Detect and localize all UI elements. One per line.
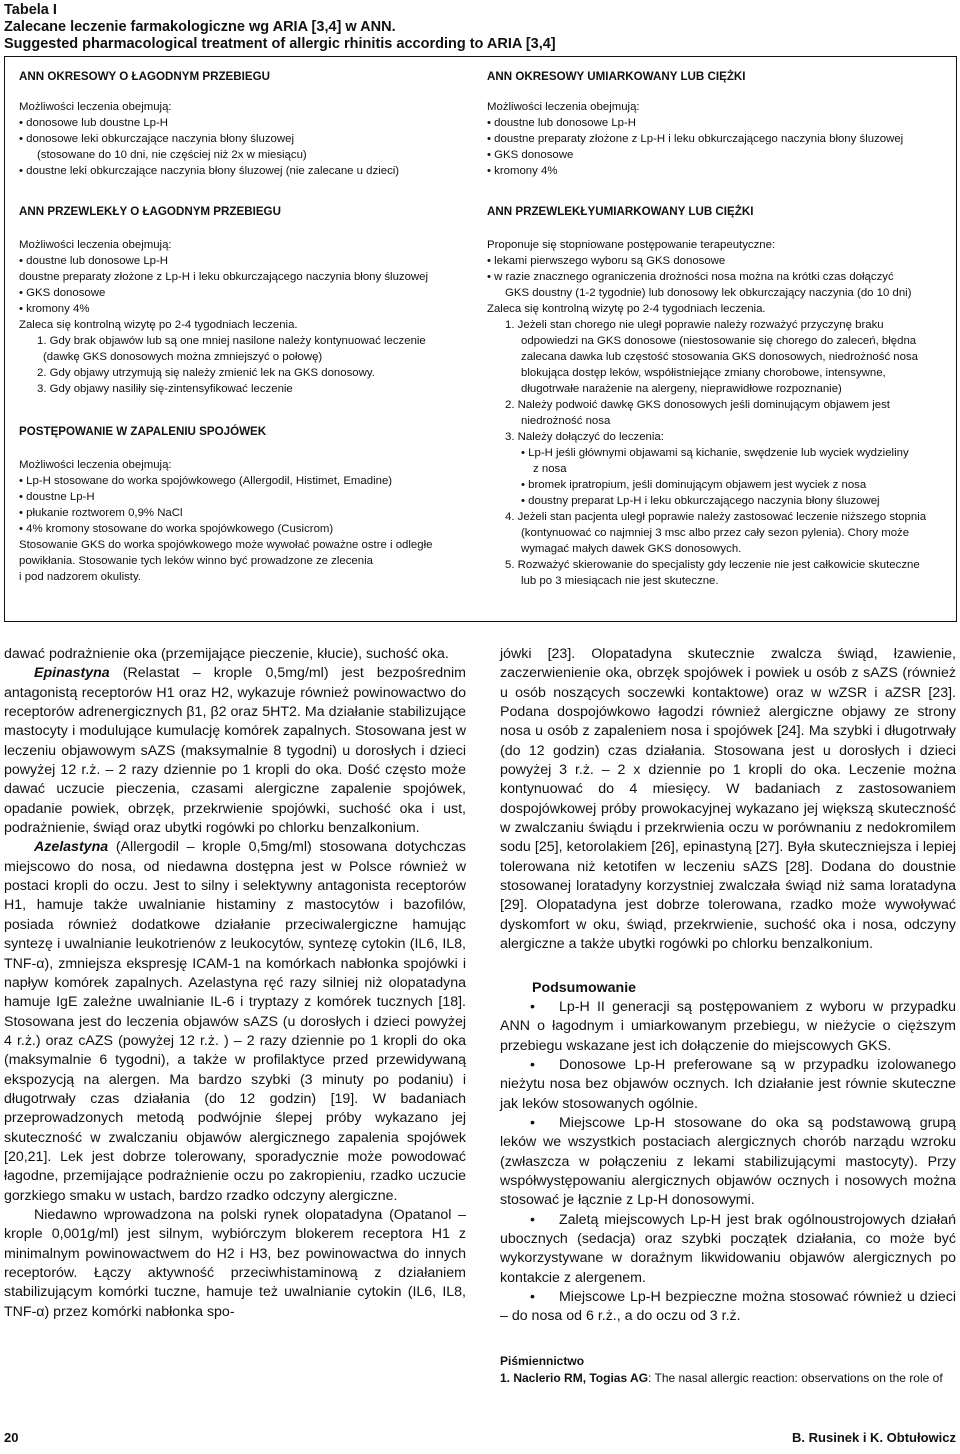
table-line: Możliwości leczenia obejmują:: [19, 239, 172, 251]
section-title: POSTĘPOWANIE W ZAPALENIU SPOJÓWEK: [19, 425, 267, 438]
page-number: 20: [4, 1430, 19, 1445]
summary-bullet: • Miejscowe Lp-H bezpieczne można stosować również u dzieci – do nosa od 6 r.ż., a do oczu od 3 r.ż.: [500, 1288, 956, 1327]
references-heading: Piśmiennictwo: [500, 1353, 585, 1368]
table-line: (stosowane do 10 dni, nie częściej niż 2x w miesiącu): [37, 149, 307, 161]
table-line: • doustne lub donosowe Lp-H: [487, 115, 947, 131]
table-line: • Lp-H stosowane do worka spojówkowego (Allergodil, Histimet, Emadine): [19, 473, 477, 489]
table-line: • bromek ipratropium, jeśli dominującym objawem jest wyciek z nosa: [487, 477, 947, 493]
table-line: lub po 3 miesiącach nie jest skuteczne.: [521, 575, 719, 587]
paragraph: dawać podrażnienie oka (przemijające pieczenie, kłucie), suchość oka.: [4, 646, 449, 662]
table-line: 4. Jeżeli stan pacjenta uległ poprawie należy zastosować leczenie niższego stopnia: [505, 511, 927, 523]
section-body: [19, 457, 477, 585]
table-right-column: [487, 57, 947, 621]
table-line: (kontynuować co najmniej 3 msc albo przez cały sezon pylenia). Chory może: [521, 527, 910, 539]
summary-bullet: • Donosowe Lp-H preferowane są w przypadku izolowanego nieżytu nosa bez objawów ocznych. Ich działanie jest równie skuteczne jak leków stosowanych ogólnie.: [500, 1056, 956, 1114]
section-title: ANN OKRESOWY UMIARKOWANY LUB CIĘŻKI: [487, 70, 746, 83]
reference-item: [500, 1371, 956, 1386]
table-line: Możliwości leczenia obejmują:: [19, 101, 172, 113]
table-title-pl: Zalecane leczenie farmakologiczne wg ARIA [3,4] w ANN.: [4, 19, 396, 35]
table-left-column: [19, 57, 477, 621]
section-title: ANN OKRESOWY O ŁAGODNYM PRZEBIEGU: [19, 70, 270, 83]
body-right-column: [500, 645, 956, 1386]
table-line: (dawkę GKS donosowych można zmniejszyć o połowę): [43, 351, 323, 363]
table-line: • Lp-H jeśli głównymi objawami są kichanie, swędzenie lub wyciek wydzieliny: [487, 445, 947, 461]
paragraph: [4, 664, 466, 838]
table-line: • doustne leki obkurczające naczynia błony śluzowej (nie zalecane u dzieci): [19, 163, 477, 179]
table-line: • płukanie roztworem 0,9% NaCl: [19, 505, 477, 521]
table-line: 1. Gdy brak objawów lub są one mniej nasilone należy kontynuować leczenie: [37, 335, 426, 347]
table-line: powikłania. Stosowanie tych leków winno być prowadzone ze zlecenia: [19, 555, 373, 567]
paragraph: Niedawno wprowadzona na polski rynek olopatadyna (Opatanol – krople 0,001g/ml) jest silnym, wybiórczym blokerem receptora H1 z minimalnym powinowactwem do H2 i H3, bez powinowactwa do innych receptorów. Łączy aktywność przeciwhistaminową z działaniem stabilizującym komórki tuczne, hamuje też uwalnianie cytokin (IL6, IL8, TNF-α) przez komórki nabłonka spo-: [4, 1206, 466, 1320]
table-line: • kromony 4%: [487, 163, 947, 179]
table-line: doustne preparaty złożone z Lp-H i leku obkurczającego naczynia błony śluzowej: [19, 271, 429, 283]
paragraph: [4, 838, 466, 1206]
table-line: Zaleca się kontrolną wizytę po 2-4 tygodniach leczenia.: [19, 319, 298, 331]
drug-name: Epinastyna: [34, 665, 110, 682]
reference-text: : The nasal allergic reaction: observations on the role of: [648, 1371, 943, 1386]
body-left-column: [4, 645, 466, 1322]
running-footer-authors: B. Rusinek i K. Obtułowicz: [792, 1430, 956, 1445]
reference-authors: 1. Naclerio RM, Togias AG: [500, 1371, 649, 1386]
table-caption: [4, 2, 954, 53]
table-line: odpowiedzi na GKS donosowe (niestosowanie się chorego do zaleceń, błędna: [521, 335, 917, 347]
table-line: Możliwości leczenia obejmują:: [487, 101, 640, 113]
treatment-table: [4, 56, 957, 622]
table-line: • lekami pierwszego wyboru są GKS donosowe: [487, 253, 947, 269]
table-line: • donosowe lub doustne Lp-H: [19, 115, 477, 131]
table-line: • doustny preparat Lp-H i leku obkurczającego naczynia błony śluzowej: [487, 493, 947, 509]
table-line: Zaleca się kontrolną wizytę po 2-4 tygodniach leczenia.: [487, 303, 766, 315]
drug-name: Azelastyna: [34, 839, 109, 856]
table-label: Tabela I: [4, 2, 57, 18]
table-line: • GKS donosowe: [487, 147, 947, 163]
table-line: 3. Należy dołączyć do leczenia:: [505, 431, 664, 443]
summary-heading: Podsumowanie: [532, 979, 637, 996]
table-line: • GKS donosowe: [19, 285, 477, 301]
table-line: • doustne lub donosowe Lp-H: [19, 253, 477, 269]
table-line: długotrwałe narażenie na alergeny, nieprawidłowe rozpoznanie): [521, 383, 842, 395]
table-line: • kromony 4%: [19, 301, 477, 317]
table-line: wymagać małych dawek GKS donosowych.: [521, 543, 742, 555]
paragraph: jówki [23]. Olopatadyna skutecznie zwalcza świąd, łzawienie, zaczerwienienie oka, obrzęk spojówek i powiek u osób z sAZS (również u osób noszących soczewki kontaktowe) oraz w wZSR i aZSR [23]. Podana dospojówkowo łagodzi również alergiczne objawy ze strony nosa u osób z zapaleniem nosa i spojówek [24]. Ma szybki i długotrwały (do 12 godzin) czas działania. Stosowana jest u dorosłych i dzieci powyżej 3 r.ż. – 2 x dziennie po 1 kropli do oka. Leczenie można kontynuować do 4 miesięcy. W badaniach z zastosowaniem dospojówkowej próby prowokacyjnej wykazano jej większą skuteczność w zwalczaniu świądu i przekrwienia oczu w porównaniu z nedokromilem sodu [25], ketorolakiem [26], epinastyną [27]. Była skuteczniejsza i lepiej tolerowana niż ketotifen w leczeniu sAZS [28]. Dodana do doustnie stosowanej loratadyny korzystniej zwalczała świąd niż sama loratadyna [29]. Olopatadyna jest dobrze tolerowana, rzadko może wywoływać dyskomfort w oku, świąd, przekrwienie, suchość oka i nosa, odczyny alergiczne a także ubytki rogówki po chlorku benzalkonium.: [500, 646, 956, 953]
summary-bullet: • Zaletą miejscowych Lp-H jest brak ogólnoustrojowych działań ubocznych (sedacja) oraz szybki początek działania, co może być wykorzystywane w doraźnym likwidowaniu objawów alergicznych po kontakcie z alergenem.: [500, 1211, 956, 1288]
paragraph-text: (Allergodil – krople 0,5mg/ml) stosowana dotychczas miejscowo do nosa, od niedawna dostępna jest w Polsce również w postaci kropli do oczu. Jest to silny i selektywny antagonista receptorów H1, hamuje także uwalnianie histaminy z mastocytów i bazofilów, posiada również dodatkowe działanie przeciwalergiczne hamując syntezę i uwalnianie leukotrienów z leukocytów, syntezę cytokin (IL6, IL8, TNF-α), zmniejsza ekspresję ICAM-1 na komórkach nabłonka spojówki i napływ komórek zapalnych. Azelastyna ręć razy silniej niż olopatadyna hamuje IgE zależne uwalnianie IL-6 i tryptazy z komórek tucznych [18]. Stosowana jest do leczenia objawów sAZS (u dorosłych i dzieci powyżej 4 r.ż.) oraz cAZS (powyżej 12 r.ż. ) – 2 razy dziennie po 1 kropli do oka (maksymalnie 6 tygodni), a także w profilaktyce przed przewidywaną ekspozycją na alergen. Ma bardzo szybki (3 minuty po podaniu) i długotrwały czas działania (do 12 godzin) [19]. W badaniach przeprowadzonych metodą podwójnie ślepej próby wykazano jej skuteczność w zwalczaniu objawów alergicznego zapalenia spojówek [20,21]. Lek jest dobrze tolerowany, sporadycznie może powodować łagodne, przemijające podrażnienie oczu po zakropieniu, rzadko uczucie gorzkiego smaku w ustach, bardzo rzadko odczyny alergiczne.: [4, 839, 466, 1204]
table-line: blokująca dostęp leków, współistniejące zmiany chorobowe, intensywne,: [521, 367, 886, 379]
table-title-en: Suggested pharmacological treatment of allergic rhinitis according to ARIA [3,4]: [4, 36, 556, 52]
table-line: 2. Gdy objawy utrzymują się należy zmienić lek na GKS donosowy.: [37, 367, 375, 379]
table-line: Możliwości leczenia obejmują:: [19, 459, 172, 471]
table-line: 5. Rozważyć skierowanie do specjalisty gdy leczenie nie jest całkowicie skuteczne: [505, 559, 920, 571]
table-line: zalecana dawka lub częstość stosowania GKS donosowych, niedrożność nosa: [521, 351, 918, 363]
section-title: ANN PRZEWLEKŁYUMIARKOWANY LUB CIĘŻKI: [487, 205, 754, 218]
table-line: 2. Należy podwoić dawkę GKS donosowych jeśli dominującym objawem jest: [505, 399, 890, 411]
paragraph-text: (Relastat – krople 0,5mg/ml) jest bezpośrednim antagonistą receptorów H1 oraz H2, wykazuje również powinowactwo do receptorów adrenergicznych β1, β2 oraz 5HT2. Ma działanie stabilizujące mastocyty i modulujące kumulację komórek zapalnych. Stosowana jest w leczeniu objawowym sAZS (maksymalnie 8 tygodni) u dorosłych i dzieci powyżej 12 r.ż. – 2 razy dziennie po 1 kropli do oka. Dość często może dawać uczucie pieczenia, czasami alergiczne zapalenie spojówek, opadanie powiek, obrzęk, przekrwienie spojówki, suchość oka i ust, podrażnienie, świąd oraz ubytki rogówki po chlorku benzalkonium.: [4, 665, 466, 837]
table-line: 1. Jeżeli stan chorego nie uległ poprawie należy rozważyć przyczynę braku: [505, 319, 884, 331]
table-line: i pod nadzorem okulisty.: [19, 571, 141, 583]
summary-bullet: • Miejscowe Lp-H stosowane do oka są podstawową grupą leków we wszystkich postaciach alergicznych chorób narządu wzroku (zwłaszcza w połączeniu z lekami stabilizującymi mastocyty). Przy współwystępowaniu alergicznych objawów ocznych i nosowych można stosować je łącznie z Lp-H donosowymi.: [500, 1114, 956, 1211]
section-body: [487, 237, 947, 589]
table-line: 3. Gdy objawy nasiliły się-zintensyfikować leczenie: [37, 383, 293, 395]
section-body: [19, 237, 477, 397]
table-line: • donosowe leki obkurczające naczynia błony śluzowej: [19, 131, 477, 147]
table-line: Proponuje się stopniowane postępowanie terapeutyczne:: [487, 239, 776, 251]
table-line: • 4% kromony stosowane do worka spojówkowego (Cusicrom): [19, 521, 477, 537]
section-title: ANN PRZEWLEKŁY O ŁAGODNYM PRZEBIEGU: [19, 205, 281, 218]
table-line: • doustne preparaty złożone z Lp-H i leku obkurczającego naczynia błony śluzowej: [487, 131, 947, 147]
table-line: GKS doustny (1-2 tygodnie) lub donosowy lek obkurczający naczynia (do 10 dni): [505, 287, 912, 299]
table-line: • w razie znacznego ograniczenia drożności nosa można na krótki czas dołączyć: [487, 269, 947, 285]
table-line: Stosowanie GKS do worka spojówkowego może wywołać poważne ostre i odległe: [19, 539, 433, 551]
table-line: z nosa: [533, 463, 567, 475]
table-line: • doustne Lp-H: [19, 489, 477, 505]
section-body: [19, 99, 477, 179]
section-body: [487, 99, 947, 179]
summary-bullet: • Lp-H II generacji są postępowaniem z wyboru w przypadku ANN o łagodnym i umiarkowanym przebiegu, w nieżycie o cięższym przebiegu wskazane jest ich dołączenie do miejscowych GKS.: [500, 998, 956, 1056]
table-line: niedrożność nosa: [521, 415, 611, 427]
